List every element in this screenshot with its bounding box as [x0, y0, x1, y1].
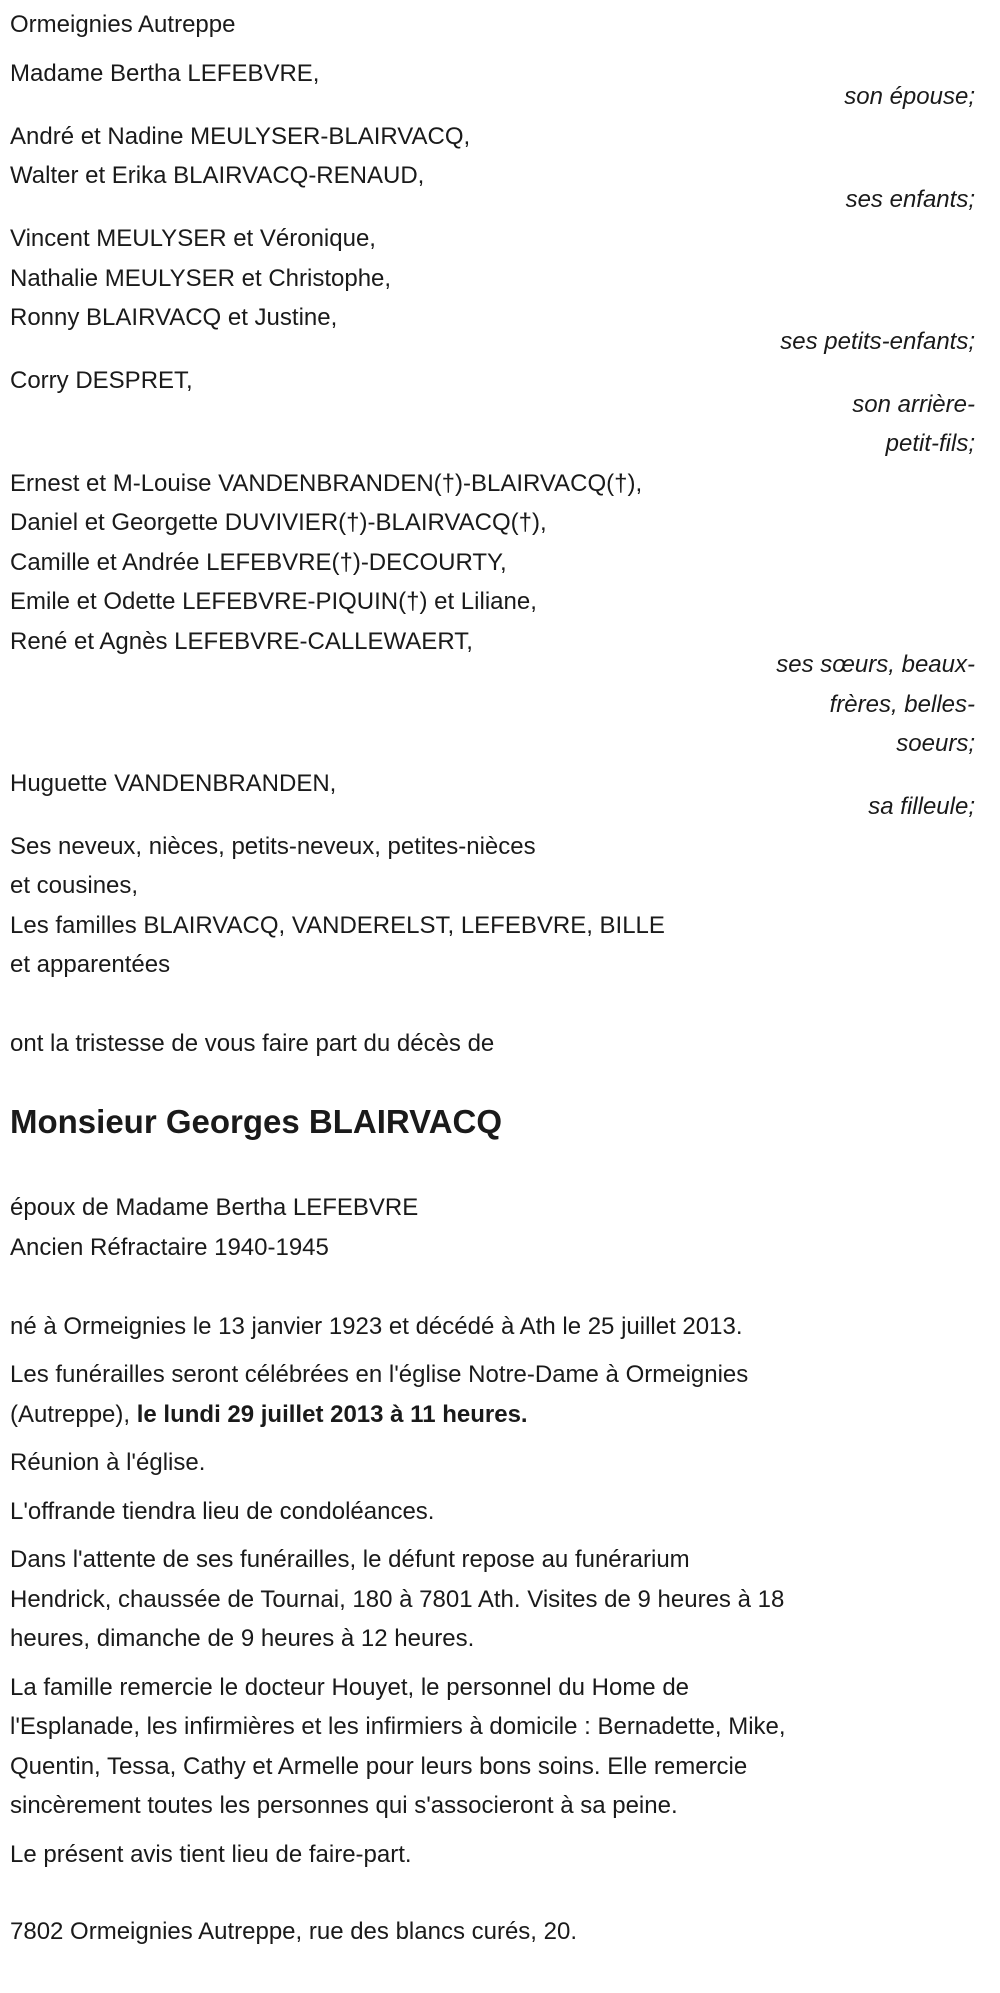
announcement: ont la tristesse de vous faire part du décès de: [10, 1030, 495, 1057]
relation-line: son arrière-: [852, 390, 975, 418]
thanks-line: Quentin, Tessa, Cathy et Armelle pour leurs bons soins. Elle remercie: [10, 1752, 748, 1780]
relation-line: ses enfants;: [845, 185, 975, 213]
funeral-date: le lundi 29 juillet 2013 à 11 heures.: [136, 1400, 528, 1428]
location: Ormeignies Autreppe: [10, 11, 236, 38]
other-relatives-line: Ses neveux, nièces, petits-neveux, petites-nièces: [10, 832, 536, 860]
thanks-line: sincèrement toutes les personnes qui s'associeront à sa peine.: [10, 1792, 678, 1819]
family-group: [10, 464, 975, 662]
thanks-line: l'Esplanade, les infirmières et les infirmiers à domicile : Bernadette, Mike,: [10, 1713, 786, 1740]
relation-line: sa filleule;: [868, 793, 975, 820]
thanks-line: La famille remercie le docteur Houyet, le personnel du Home de: [10, 1673, 690, 1701]
funeral-place: (Autreppe),: [10, 1400, 137, 1428]
offering: L'offrande tiendra lieu de condoléances.: [10, 1497, 435, 1525]
family-member: André et Nadine MEULYSER-BLAIRVACQ,: [10, 122, 471, 150]
family-member: René et Agnès LEFEBVRE-CALLEWAERT,: [10, 627, 473, 655]
relation-line: petit-fils;: [885, 430, 975, 457]
family-member: Corry DESPRET,: [10, 367, 193, 394]
other-relatives: [10, 827, 975, 985]
other-relatives-line: et cousines,: [10, 872, 139, 899]
family-member: Huguette VANDENBRANDEN,: [10, 769, 337, 797]
deceased-name: Monsieur Georges BLAIRVACQ: [10, 1102, 503, 1140]
wake-line: Hendrick, chaussée de Tournai, 180 à 7801 Ath. Visites de 9 heures à 18: [10, 1585, 785, 1613]
notice: Le présent avis tient lieu de faire-part.: [10, 1840, 412, 1868]
family-member: Ronny BLAIRVACQ et Justine,: [10, 304, 338, 331]
family-list: [10, 54, 975, 827]
family-member: Nathalie MEULYSER et Christophe,: [10, 264, 392, 292]
relation-line: ses sœurs, beaux-: [776, 651, 975, 678]
relation-line: son épouse;: [844, 83, 975, 110]
family-member: Walter et Erika BLAIRVACQ-RENAUD,: [10, 162, 425, 189]
wake-info: [10, 1540, 975, 1659]
relation-label: [745, 180, 975, 220]
family-member: Ernest et M-Louise VANDENBRANDEN(†)-BLAIRVACQ(†),: [10, 469, 643, 497]
birth-death: né à Ormeignies le 13 janvier 1923 et décédé à Ath le 25 juillet 2013.: [10, 1312, 743, 1340]
family-group: [10, 219, 975, 338]
family-member: Camille et Andrée LEFEBVRE(†)-DECOURTY,: [10, 548, 507, 576]
relation-line: soeurs;: [896, 730, 975, 757]
family-member: Vincent MEULYSER et Véronique,: [10, 225, 376, 252]
relation-label: [745, 322, 975, 362]
family-member: Madame Bertha LEFEBVRE,: [10, 59, 320, 87]
other-relatives-line: Les familles BLAIRVACQ, VANDERELST, LEFEBVRE, BILLE: [10, 911, 665, 939]
funeral-info: [10, 1355, 975, 1434]
relation-label: [745, 385, 975, 464]
family-member: Daniel et Georgette DUVIVIER(†)-BLAIRVACQ(†),: [10, 509, 547, 536]
detail-line: époux de Madame Bertha LEFEBVRE: [10, 1194, 419, 1221]
other-relatives-line: et apparentées: [10, 951, 171, 978]
thanks: [10, 1668, 975, 1826]
deceased-details: [10, 1188, 975, 1267]
detail-line: Ancien Réfractaire 1940-1945: [10, 1233, 329, 1261]
relation-label: [745, 787, 975, 827]
funeral-line: Les funérailles seront célébrées en l'église Notre-Dame à Ormeignies: [10, 1361, 749, 1388]
address: 7802 Ormeignies Autreppe, rue des blancs curés, 20.: [10, 1918, 577, 1945]
wake-line: Dans l'attente de ses funérailles, le défunt repose au funérarium: [10, 1546, 690, 1573]
relation-line: ses petits-enfants;: [780, 327, 975, 355]
relation-line: frères, belles-: [829, 690, 975, 718]
wake-line: heures, dimanche de 9 heures à 12 heures.: [10, 1625, 475, 1652]
family-member: Emile et Odette LEFEBVRE-PIQUIN(†) et Liliane,: [10, 588, 537, 615]
meeting: Réunion à l'église.: [10, 1449, 206, 1476]
relation-label: [745, 645, 975, 764]
funeral-line: [10, 1395, 975, 1435]
relation-label: [745, 77, 975, 117]
